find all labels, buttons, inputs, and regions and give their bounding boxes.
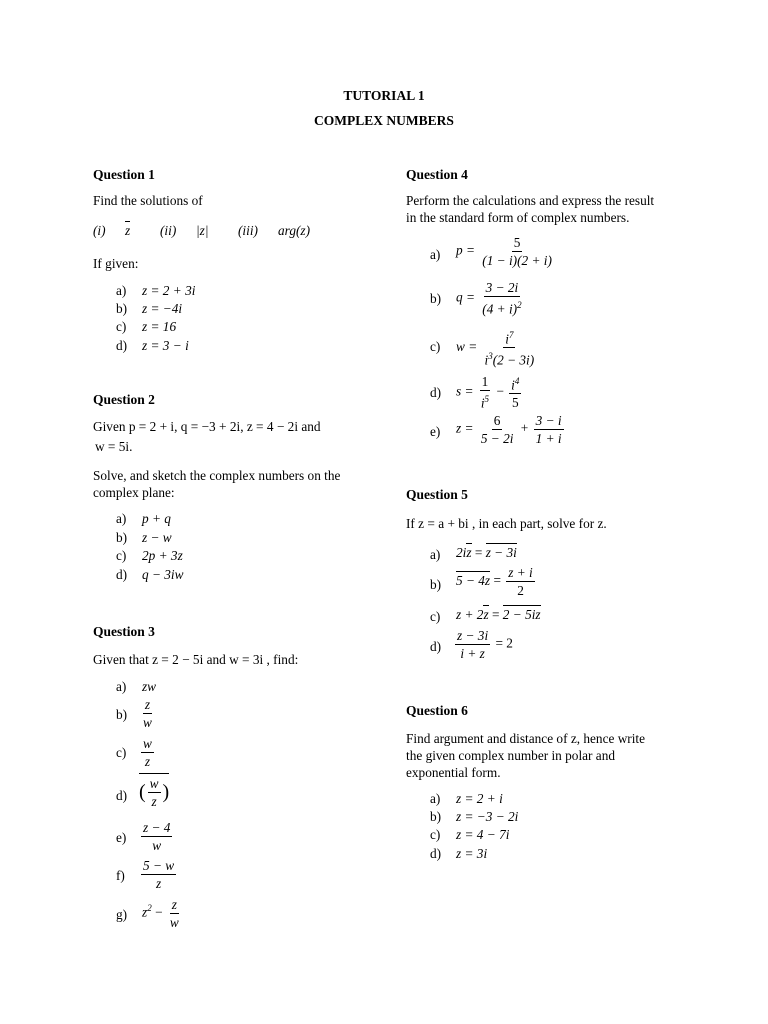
q4-item-label: e): [430, 424, 441, 439]
q1-item-label: b): [116, 301, 128, 316]
q5-d-expr: $\frac{z - 3i}{i + z}$ = 2: [457, 628, 513, 661]
q3-b-expr: $\frac{z}{w}$: [143, 697, 152, 730]
q1-part-i-expr: z: [125, 223, 131, 238]
q1-item-expr: z = 2 + 3i: [142, 283, 196, 298]
q1-item-expr: z = 16: [142, 319, 177, 334]
q1-item-label: c): [116, 319, 127, 334]
q5-b-expr: 5 − 4z = $\frac{z + i}{2}$: [456, 565, 533, 598]
q2-item-label: a): [116, 511, 127, 526]
q2-item-expr: p + q: [142, 511, 171, 526]
q1-item-label: d): [116, 338, 128, 353]
q1-item-expr: z = −4i: [142, 301, 183, 316]
q6-intro-line2: the given complex number in polar and: [406, 748, 615, 763]
page-title: TUTORIAL 1: [343, 88, 425, 103]
q5-c-expr: z + 2z = 2 − 5iz: [456, 607, 541, 622]
q3-item-label: e): [116, 830, 127, 845]
q6-item-label: a): [430, 791, 441, 806]
q1-part-iii-expr: arg(z): [278, 223, 311, 238]
q4-d-expr: s = $\frac{1}{i^5}$ − $\frac{i^4}{5}$: [456, 374, 520, 411]
q5-intro: If z = a + bi , in each part, solve for z.: [406, 516, 607, 531]
q2-instruction-line2: complex plane:: [93, 485, 175, 500]
q3-d-expr: ( $\frac{w}{z}$ ): [139, 773, 169, 809]
q6-item-label: b): [430, 809, 442, 824]
q2-instruction-line1: Solve, and sketch the complex numbers on the: [93, 468, 341, 483]
q4-item-label: d): [430, 385, 442, 400]
q2-item-expr: q − 3iw: [142, 567, 184, 582]
q3-item-label: a): [116, 679, 127, 694]
q3-intro: Given that z = 2 − 5i and w = 3i , find:: [93, 652, 299, 667]
q3-item-label: b): [116, 707, 128, 722]
q5-item-label: a): [430, 547, 441, 562]
q6-item-label: d): [430, 846, 442, 861]
q2-item-label: b): [116, 530, 128, 545]
q6-intro-line3: exponential form.: [406, 765, 501, 780]
q6-item-expr: z = 3i: [456, 846, 488, 861]
q1-intro: Find the solutions of: [93, 193, 203, 208]
q1-given: If given:: [93, 256, 139, 271]
q4-e-expr: z = $\frac{6}{5 - 2i}$ + $\frac{3 - i}{1 + i}$: [456, 413, 562, 446]
q2-given-line2: w = 5i.: [95, 439, 133, 454]
q4-item-label: b): [430, 291, 442, 306]
q6-intro-line1: Find argument and distance of z, hence write: [406, 731, 646, 746]
q1-item-label: a): [116, 283, 127, 298]
q1-part-ii-label: (ii): [160, 223, 177, 238]
q5-item-label: d): [430, 639, 442, 654]
q4-c-expr: w = $\frac{i^7}{i^3(2 - 3i)}$: [456, 330, 535, 368]
q1-part-i-label: (i): [93, 223, 106, 238]
q3-f-expr: $\frac{5 - w}{z}$: [143, 858, 175, 891]
q4-heading: Question 4: [406, 167, 468, 182]
q6-item-label: c): [430, 827, 441, 842]
q6-heading: Question 6: [406, 703, 468, 718]
q1-item-expr: z = 3 − i: [142, 338, 189, 353]
q3-item-label: g): [116, 907, 128, 922]
q6-item-expr: z = 4 − 7i: [456, 827, 510, 842]
q3-item-label: c): [116, 745, 127, 760]
q2-given-line1: Given p = 2 + i, q = −3 + 2i, z = 4 − 2i and: [93, 419, 321, 434]
q3-heading: Question 3: [93, 624, 155, 639]
q4-b-expr: q = $\frac{3 - 2i}{(4 + i)^2}$: [456, 280, 522, 317]
page-subtitle: COMPLEX NUMBERS: [314, 113, 454, 128]
q2-item-label: c): [116, 548, 127, 563]
q3-g-expr: $z^2$ − $\frac{z}{w}$: [142, 897, 179, 930]
q5-item-label: c): [430, 609, 441, 624]
q6-item-expr: z = 2 + i: [456, 791, 503, 806]
q3-item-label: d): [116, 788, 128, 803]
q3-item-label: f): [116, 868, 125, 883]
q2-item-label: d): [116, 567, 128, 582]
q3-c-expr: $\frac{w}{z}$: [143, 736, 152, 769]
q1-part-iii-label: (iii): [238, 223, 258, 238]
q1-part-ii-expr: |z|: [196, 223, 209, 238]
q4-a-expr: p = $\frac{5}{(1 - i)(2 + i)}$: [456, 235, 552, 268]
q4-item-label: c): [430, 339, 441, 354]
q5-a-expr: 2iz = z − 3i: [456, 545, 517, 560]
q5-item-label: b): [430, 577, 442, 592]
q3-e-expr: $\frac{z - 4}{w}$: [143, 820, 171, 853]
q2-item-expr: 2p + 3z: [142, 548, 183, 563]
q4-intro-line1: Perform the calculations and express the result: [406, 193, 655, 208]
q6-item-expr: z = −3 − 2i: [456, 809, 519, 824]
q5-heading: Question 5: [406, 487, 468, 502]
q2-item-expr: z − w: [142, 530, 172, 545]
q1-heading: Question 1: [93, 167, 155, 182]
q4-item-label: a): [430, 247, 441, 262]
q3-a-expr: zw: [142, 679, 157, 694]
q4-intro-line2: in the standard form of complex numbers.: [406, 210, 630, 225]
q2-heading: Question 2: [93, 392, 155, 407]
